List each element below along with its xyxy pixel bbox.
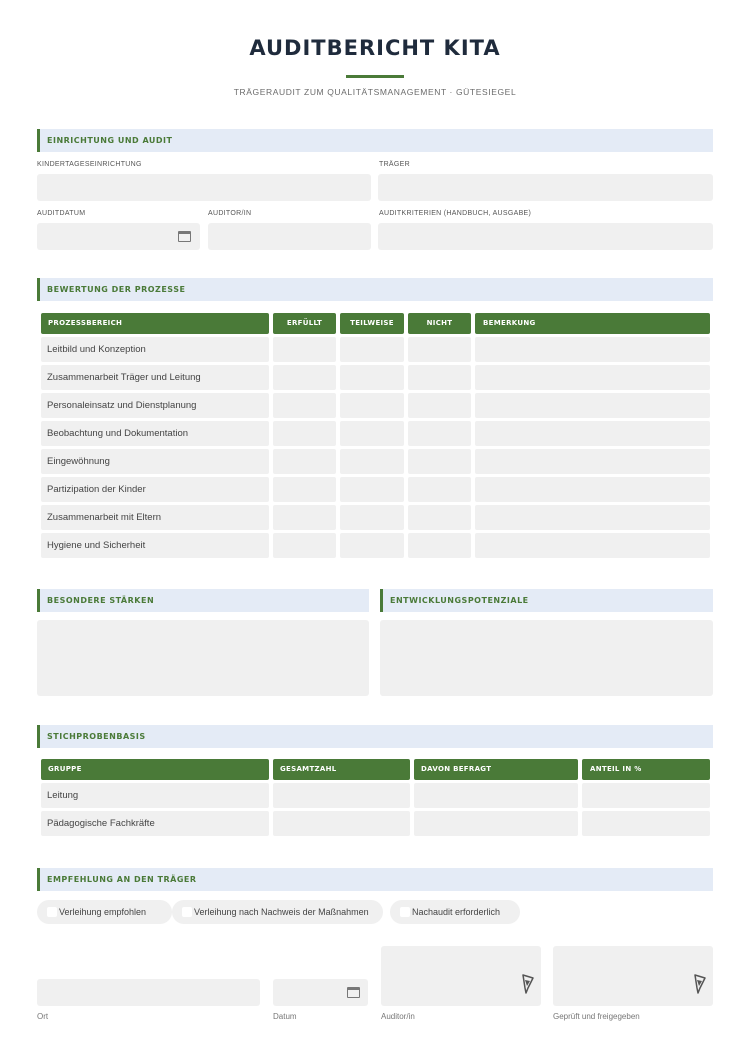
- col-header-group: GRUPPE: [41, 759, 269, 780]
- process-area-label: Eingewöhnung: [47, 456, 110, 467]
- cell-fulfilled[interactable]: [273, 477, 336, 502]
- cell-fulfilled[interactable]: [273, 393, 336, 418]
- approval-signature-field[interactable]: [553, 946, 713, 1006]
- cell-remark[interactable]: [475, 365, 710, 390]
- label-approved: Geprüft und freigegeben: [553, 1012, 640, 1021]
- col-header-process: PROZESSBEREICH: [41, 313, 269, 334]
- cell-share[interactable]: [582, 811, 710, 836]
- col-header-remark: BEMERKUNG: [475, 313, 710, 334]
- option-reaudit-required[interactable]: [390, 900, 520, 924]
- label-signature-date: Datum: [273, 1012, 297, 1021]
- section-heading-potentials: ENTWICKLUNGSPOTENZIALE: [380, 589, 713, 612]
- cell-not[interactable]: [408, 477, 471, 502]
- process-area-label: Beobachtung und Dokumentation: [47, 428, 189, 439]
- facility-field[interactable]: [37, 174, 371, 201]
- cell-fulfilled[interactable]: [273, 421, 336, 446]
- cell-remark[interactable]: [475, 533, 710, 558]
- cell-fulfilled[interactable]: [273, 365, 336, 390]
- process-area-label: Partizipation der Kinder: [47, 484, 146, 495]
- auditor-field[interactable]: [208, 223, 371, 250]
- group-label: Pädagogische Fachkräfte: [47, 818, 155, 829]
- process-area-label: Zusammenarbeit Träger und Leitung: [47, 372, 201, 383]
- cell-surveyed[interactable]: [414, 811, 578, 836]
- process-area-label: Hygiene und Sicherheit: [47, 540, 146, 551]
- cell-fulfilled[interactable]: [273, 449, 336, 474]
- cell-not[interactable]: [408, 337, 471, 362]
- cell-share[interactable]: [582, 783, 710, 808]
- section-heading-process: BEWERTUNG DER PROZESSE: [37, 278, 713, 301]
- cell-fulfilled[interactable]: [273, 533, 336, 558]
- cell-remark[interactable]: [475, 337, 710, 362]
- cell-partial[interactable]: [340, 449, 404, 474]
- col-header-partial: TEILWEISE: [340, 313, 404, 334]
- label-carrier: TRÄGER: [379, 161, 410, 168]
- cell-partial[interactable]: [340, 421, 404, 446]
- cell-fulfilled[interactable]: [273, 505, 336, 530]
- carrier-field[interactable]: [378, 174, 713, 201]
- cell-remark[interactable]: [475, 477, 710, 502]
- process-area-label: Leitbild und Konzeption: [47, 344, 146, 355]
- process-area-label: Zusammenarbeit mit Eltern: [47, 512, 162, 523]
- cell-total[interactable]: [273, 811, 410, 836]
- cell-surveyed[interactable]: [414, 783, 578, 808]
- title-divider: [346, 75, 404, 78]
- cell-remark[interactable]: [475, 421, 710, 446]
- cell-remark[interactable]: [475, 449, 710, 474]
- section-heading-recommendation: EMPFEHLUNG AN DEN TRÄGER: [37, 868, 713, 891]
- pen-icon: [521, 974, 535, 994]
- col-header-total: GESAMTZAHL: [273, 759, 410, 780]
- cell-not[interactable]: [408, 533, 471, 558]
- label-place: Ort: [37, 1012, 49, 1021]
- section-heading-facility: EINRICHTUNG UND AUDIT: [37, 129, 713, 152]
- cell-remark[interactable]: [475, 393, 710, 418]
- cell-partial[interactable]: [340, 505, 404, 530]
- cell-not[interactable]: [408, 393, 471, 418]
- option-label: Verleihung empfohlen: [59, 907, 147, 917]
- col-header-share: ANTEIL IN %: [582, 759, 710, 780]
- cell-partial[interactable]: [340, 393, 404, 418]
- signature-date-field[interactable]: [273, 979, 368, 1006]
- section-heading-strengths: BESONDERE STÄRKEN: [37, 589, 369, 612]
- option-label: Nachaudit erforderlich: [412, 907, 501, 917]
- option-label: Verleihung nach Nachweis der Maßnahmen: [194, 907, 369, 917]
- cell-fulfilled[interactable]: [273, 337, 336, 362]
- label-auditor-signature: Auditor/in: [381, 1012, 415, 1021]
- label-audit-date: AUDITDATUM: [37, 210, 86, 217]
- process-area-label: Personaleinsatz und Dienstplanung: [47, 400, 197, 411]
- place-field[interactable]: [37, 979, 260, 1006]
- document-subtitle: TRÄGERAUDIT ZUM QUALITÄTSMANAGEMENT · GÜTESIEGEL: [233, 87, 517, 97]
- cell-not[interactable]: [408, 365, 471, 390]
- cell-not[interactable]: [408, 421, 471, 446]
- label-audit-criteria: AUDITKRITERIEN (HANDBUCH, AUSGABE): [379, 210, 532, 217]
- audit-date-field[interactable]: [37, 223, 200, 250]
- label-facility: KINDERTAGESEINRICHTUNG: [37, 161, 142, 168]
- checkbox[interactable]: [400, 907, 410, 917]
- potentials-field[interactable]: [380, 620, 713, 696]
- cell-partial[interactable]: [340, 477, 404, 502]
- section-heading-sample: STICHPROBENBASIS: [37, 725, 713, 748]
- cell-partial[interactable]: [340, 365, 404, 390]
- group-label: Leitung: [47, 790, 79, 801]
- audit-criteria-field[interactable]: [378, 223, 713, 250]
- pen-icon: [693, 974, 707, 994]
- cell-total[interactable]: [273, 783, 410, 808]
- strengths-field[interactable]: [37, 620, 369, 696]
- cell-partial[interactable]: [340, 533, 404, 558]
- calendar-icon[interactable]: [347, 987, 360, 998]
- calendar-icon[interactable]: [178, 231, 191, 242]
- label-auditor: AUDITOR/IN: [208, 210, 252, 217]
- col-header-surveyed: DAVON BEFRAGT: [414, 759, 578, 780]
- cell-partial[interactable]: [340, 337, 404, 362]
- cell-not[interactable]: [408, 505, 471, 530]
- document-title: AUDITBERICHT KITA: [249, 36, 501, 60]
- col-header-fulfilled: ERFÜLLT: [273, 313, 336, 334]
- option-award-recommended[interactable]: [37, 900, 172, 924]
- checkbox[interactable]: [182, 907, 192, 917]
- auditor-signature-field[interactable]: [381, 946, 541, 1006]
- col-header-not: NICHT: [408, 313, 471, 334]
- cell-not[interactable]: [408, 449, 471, 474]
- option-award-after-proof[interactable]: [172, 900, 383, 924]
- checkbox[interactable]: [47, 907, 57, 917]
- cell-remark[interactable]: [475, 505, 710, 530]
